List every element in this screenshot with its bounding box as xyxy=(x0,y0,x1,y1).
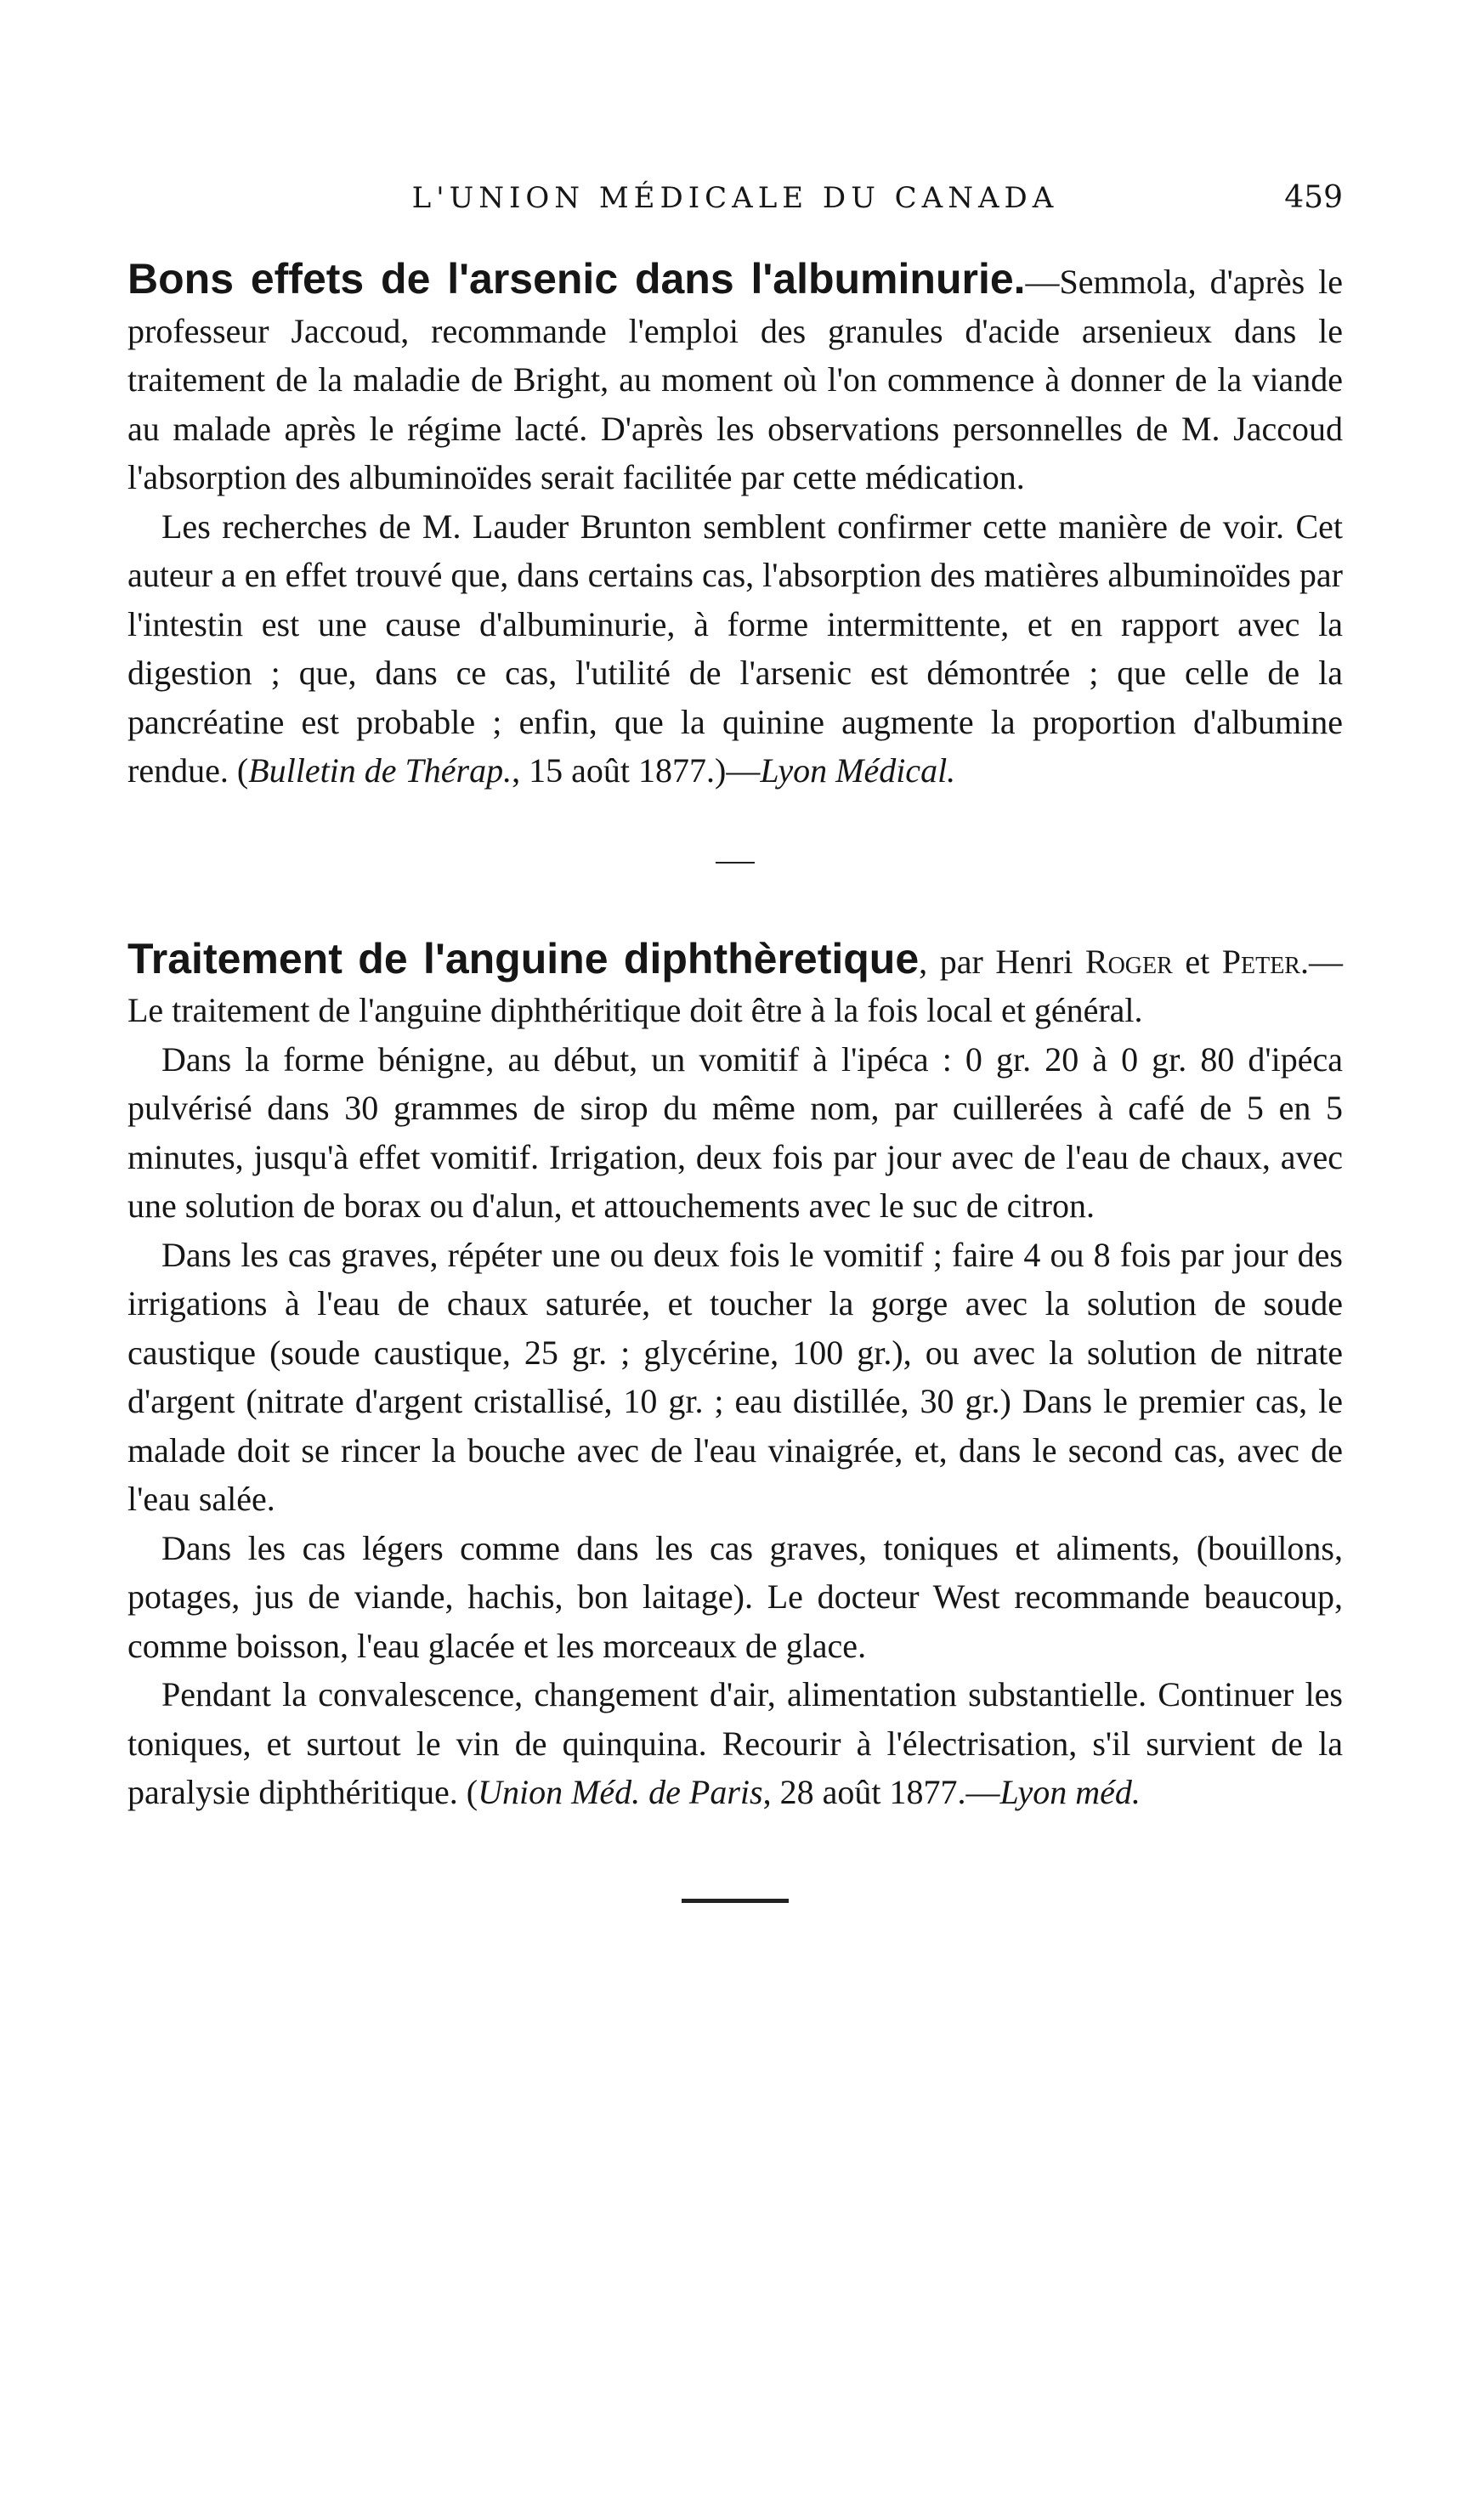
author-name: Peter xyxy=(1221,942,1300,981)
source-citation: Bulletin de Thérap. xyxy=(248,751,512,790)
article-anguine xyxy=(127,935,1343,1817)
section-separator xyxy=(716,862,755,864)
paragraph-text: Pendant la convalescence, changement d'air, alimentation substantielle. Continuer les toniques, et surtout le vin de quinquina. Recourir à l'électrisation, s'il survient de la paralysie diphthéritique. ( xyxy=(127,1675,1343,1811)
paragraph-text: .—Le traitement de l'anguine diphthéritique doit être à la fois local et général. xyxy=(127,942,1343,1029)
source-journal: Lyon Médical. xyxy=(760,751,956,790)
running-head: L'UNION MÉDICALE DU CANADA xyxy=(411,181,1059,215)
paragraph-text: Les recherches de M. Lauder Brunton semblent confirmer cette manière de voir. Cet auteur a en effet trouvé que, dans certains cas, l'absorption des matières albuminoïdes par l'intestin est une cause d'albuminurie, à forme intermittente, et en rapport avec la digestion ; que, dans ce cas, l'utilité de l'arsenic est démontrée ; que celle de la pancréatine est probable ; enfin, que la quinine augmente la proportion d'albumine rendue. ( xyxy=(127,507,1343,790)
article-paragraph: Dans la forme bénigne, au début, un vomitif à l'ipéca : 0 gr. 20 à 0 gr. 80 d'ipéca pulvérisé dans 30 grammes de sirop du même nom, par cuillerées à café de 5 en 5 minutes, jusqu'à effet vomitif. Irrigation, deux fois par jour avec de l'eau de chaux, avec une solution de borax ou d'alun, et attouchements avec le suc de citron. xyxy=(127,1039,1343,1225)
source-journal: Lyon méd. xyxy=(999,1773,1141,1811)
author-name: Roger xyxy=(1084,942,1173,981)
citation-date: , 28 août 1877.— xyxy=(762,1773,1000,1811)
article-paragraph xyxy=(127,502,1343,796)
article-title: Traitement de l'anguine diphthèretique xyxy=(127,934,920,983)
source-citation: Union Méd. de Paris xyxy=(478,1773,763,1811)
byline-text: et xyxy=(1172,942,1222,981)
article-arsenic xyxy=(127,255,1343,796)
article-paragraph xyxy=(127,1670,1343,1817)
citation-date: , 15 août 1877.)— xyxy=(512,751,761,790)
article-paragraph xyxy=(127,935,1343,1035)
page-number: 459 xyxy=(1284,180,1343,215)
paragraph-text: —Semmola, d'après le professeur Jaccoud, recommande l'emploi des granules d'acide arsenieux dans le traitement de la maladie de Bright, au moment où l'on commence à donner de la viande au malade après le régime lacté. D'après les observations personnelles de M. Jaccoud l'absorption des albuminoïdes serait facilitée par cette médication. xyxy=(127,263,1343,496)
text-column xyxy=(127,255,1343,1903)
article-title: Bons effets de l'arsenic dans l'albuminurie. xyxy=(127,255,1026,303)
article-paragraph: Dans les cas légers comme dans les cas graves, toniques et aliments, (bouillons, potages, jus de viande, hachis, bon laitage). Le docteur West recommande beaucoup, comme boisson, l'eau glacée et les morceaux de glace. xyxy=(127,1528,1343,1665)
byline-text: , par Henri xyxy=(919,942,1085,981)
end-separator xyxy=(682,1899,789,1903)
article-paragraph xyxy=(127,255,1343,502)
article-paragraph: Dans les cas graves, répéter une ou deux fois le vomitif ; faire 4 ou 8 fois par jour des irrigations à l'eau de chaux saturée, et toucher la gorge avec la solution de soude caustique (soude caustique, 25 gr. ; glycérine, 100 gr.), ou avec la solution de nitrate d'argent (nitrate d'argent cristallisé, 10 gr. ; eau distillée, 30 gr.) Dans le premier cas, le malade doit se rincer la bouche avec de l'eau vinaigrée, et, dans le second cas, avec de l'eau salée. xyxy=(127,1235,1343,1518)
page-header xyxy=(127,174,1343,222)
